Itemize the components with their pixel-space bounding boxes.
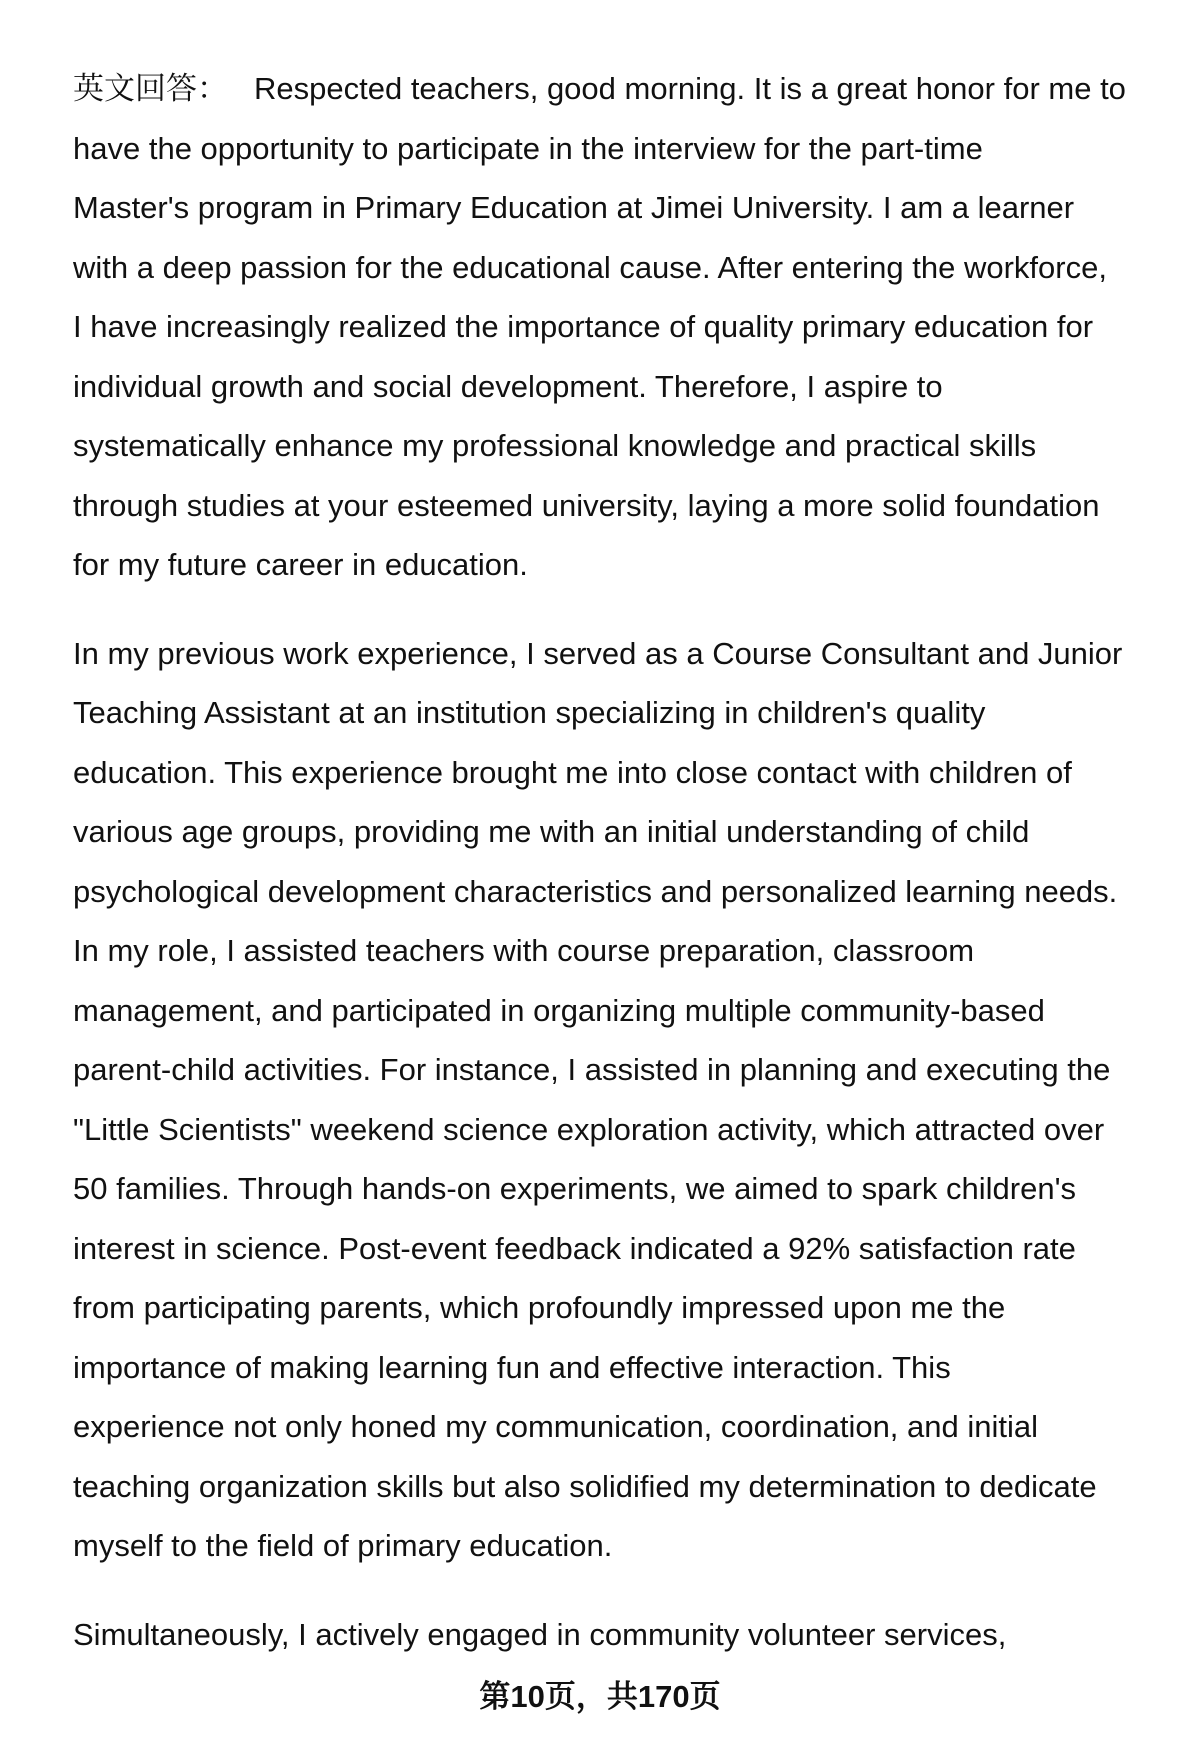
text-line: management, and participated in organizing multiple community-based <box>73 992 1045 1028</box>
text-line: importance of making learning fun and effective interaction. This <box>73 1349 951 1385</box>
text-line: interest in science. Post-event feedback indicated a 92% satisfaction rate <box>73 1230 1076 1266</box>
text-line: for my future career in education. <box>73 547 528 582</box>
text-line: "Little Scientists" weekend science exploration activity, which attracted over <box>73 1111 1105 1147</box>
paragraph-volunteer <box>73 1605 1173 1665</box>
paragraph-intro <box>73 59 1173 595</box>
text-line: systematically enhance my professional knowledge and practical skills <box>73 428 1037 463</box>
text-line: Teaching Assistant at an institution specializing in children's quality <box>73 695 986 730</box>
text-line: I have increasingly realized the importance of quality primary education for <box>73 309 1094 344</box>
text-line: parent-child activities. For instance, I assisted in planning and executing the <box>73 1052 1111 1087</box>
text-line: individual growth and social development. Therefore, I aspire to <box>73 368 943 404</box>
text-line: various age groups, providing me with an initial understanding of child <box>73 814 1030 849</box>
text-line: teaching organization skills but also solidified my determination to dedicate <box>73 1468 1097 1504</box>
text-line: Simultaneously, I actively engaged in community volunteer services, <box>73 1616 1007 1652</box>
text-line: In my previous work experience, I served as a Course Consultant and Junior <box>73 635 1123 671</box>
text-line-content: Respected teachers, good morning. It is a great honor for me to <box>254 71 1126 106</box>
paragraph-work-experience <box>73 624 1173 1576</box>
text-line: experience not only honed my communication, coordination, and initial <box>73 1409 1039 1444</box>
text-line: Master's program in Primary Education at Jimei University. I am a learner <box>73 190 1075 225</box>
text-line: In my role, I assisted teachers with course preparation, classroom <box>73 933 975 968</box>
text-line: through studies at your esteemed university, laying a more solid foundation <box>73 487 1100 523</box>
page-number-footer: 第10页，共170页 <box>479 1679 721 1714</box>
text-line: from participating parents, which profoundly impressed upon me the <box>73 1290 1006 1325</box>
text-line: with a deep passion for the educational cause. After entering the workforce, <box>73 249 1107 285</box>
text-line: education. This experience brought me into close contact with children of <box>73 754 1072 790</box>
text-line: 50 families. Through hands-on experiments, we aimed to spark children's <box>73 1171 1077 1206</box>
answer-label: 英文回答： <box>73 71 228 106</box>
document-body <box>73 59 1173 1693</box>
text-line <box>73 59 1173 119</box>
text-line: have the opportunity to participate in the interview for the part-time <box>73 130 983 166</box>
text-line: psychological development characteristics and personalized learning needs. <box>73 873 1118 909</box>
text-line: myself to the field of primary education. <box>73 1528 613 1563</box>
